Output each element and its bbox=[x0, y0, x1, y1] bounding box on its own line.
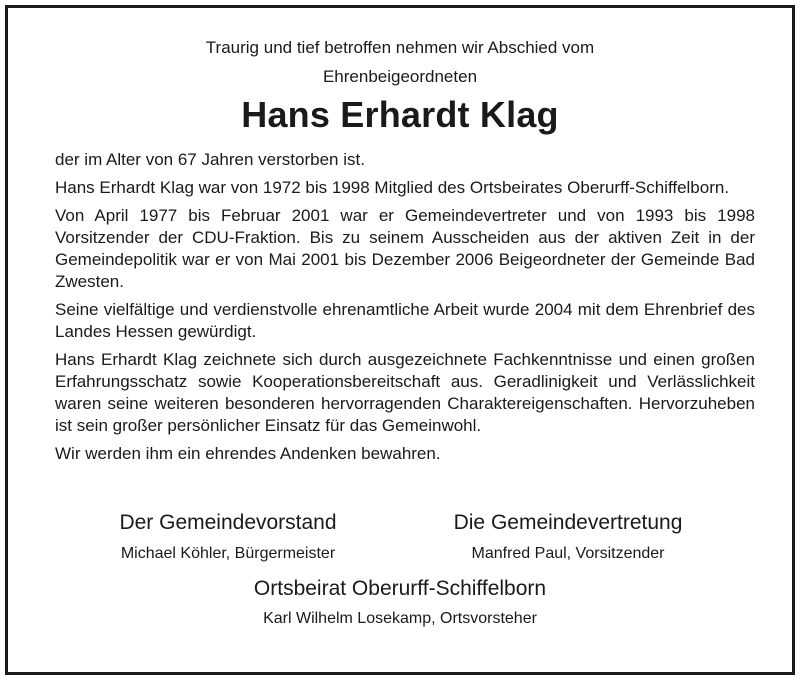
paragraph-age: der im Alter von 67 Jahren verstorben ist. bbox=[55, 150, 365, 169]
signatory-bottom-title: Ortsbeirat Oberurff-Schiffelborn bbox=[253, 577, 547, 600]
paragraph-career: Von April 1977 bis Februar 2001 war er Gemeindevertreter und von 1993 bis 1998 Vorsitzender der CDU-Fraktion. Bis zu seinem Ausscheiden aus der aktiven Zeit in der Gemeindepolitik war er von Mai 2001 bis Dezember 2006 Beigeordneter der Gemeinde Bad Zwesten. bbox=[55, 206, 755, 291]
deceased-name: Hans Erhardt Klag bbox=[241, 94, 559, 135]
intro-line-2: Ehrenbeigeordneten bbox=[322, 67, 478, 86]
signatory-right-title: Die Gemeindevertretung bbox=[453, 511, 683, 534]
paragraph-ehrenbrief: Seine vielfältige und verdienstvolle ehrenamtliche Arbeit wurde 2004 mit dem Ehrenbrief des Landes Hessen gewürdigt. bbox=[55, 300, 755, 341]
signatory-bottom-person: Karl Wilhelm Losekamp, Ortsvorsteher bbox=[263, 610, 537, 627]
obituary-notice bbox=[8, 8, 792, 672]
paragraph-ortsbeirat: Hans Erhardt Klag war von 1972 bis 1998 Mitglied des Ortsbeirates Oberurff-Schiffelborn. bbox=[55, 178, 730, 197]
signatory-left-person: Michael Köhler, Bürgermeister bbox=[120, 545, 336, 562]
signatory-left-title: Der Gemeindevorstand bbox=[119, 511, 337, 534]
paragraph-closing: Wir werden ihm ein ehrendes Andenken bewahren. bbox=[55, 444, 441, 463]
signatory-right-person: Manfred Paul, Vorsitzender bbox=[471, 545, 665, 562]
paragraph-character: Hans Erhardt Klag zeichnete sich durch ausgezeichnete Fachkenntnisse und einen großen Erfahrungsschatz sowie Kooperationsbereitschaft aus. Geradlinigkeit und Verlässlichkeit waren seine weiteren besonderen hervorragenden Charaktereigenschaften. Hervorzuheben ist sein großer persönlicher Einsatz für das Gemeinwohl. bbox=[55, 350, 755, 435]
obituary-frame bbox=[5, 5, 795, 675]
intro-line-1: Traurig und tief betroffen nehmen wir Abschied vom bbox=[205, 38, 595, 57]
obituary-body bbox=[55, 149, 755, 471]
